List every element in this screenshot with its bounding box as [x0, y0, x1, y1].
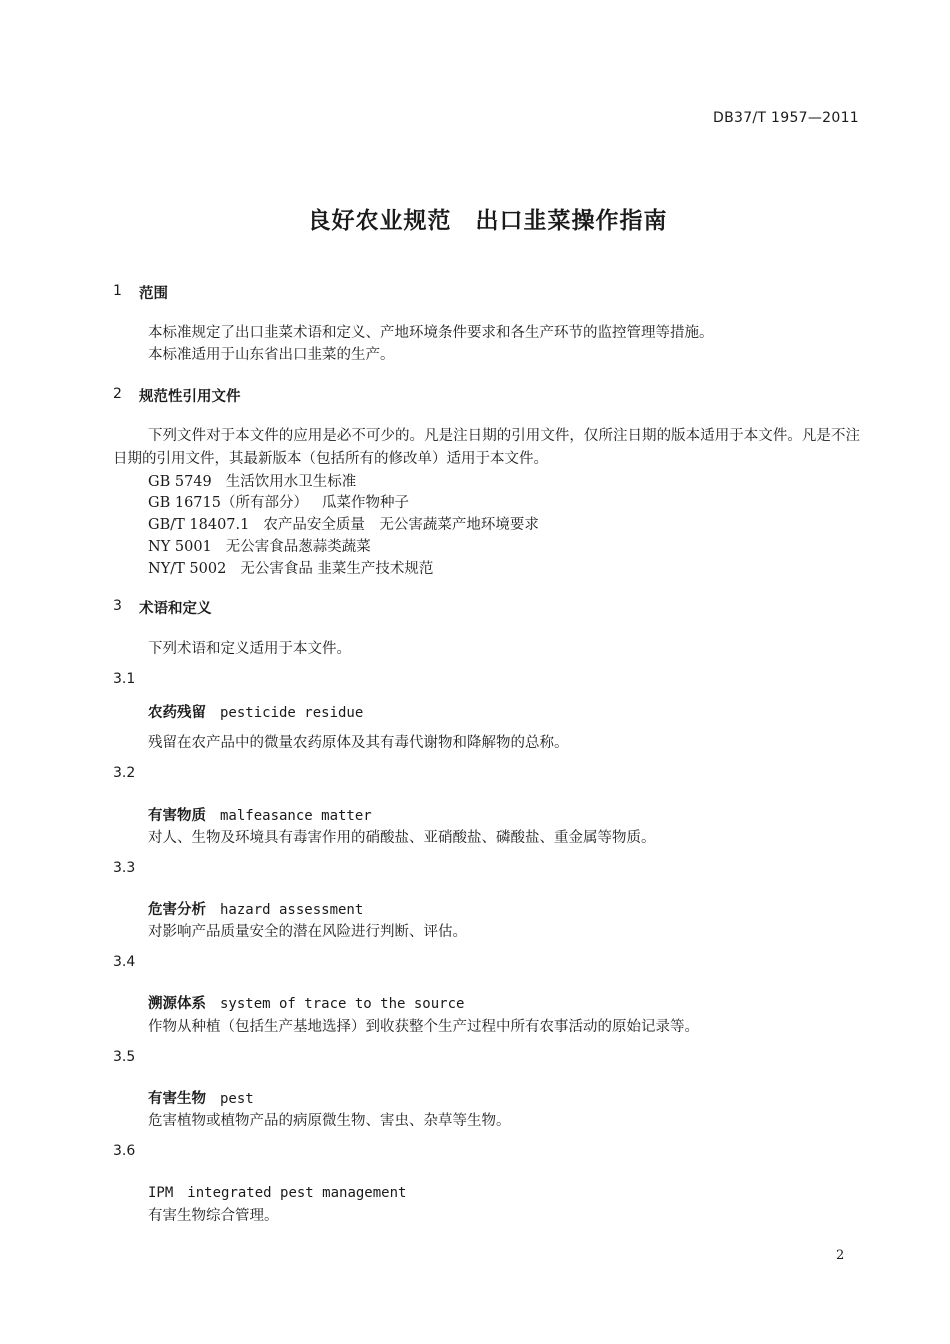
reference-title: 农产品安全质量 无公害蔬菜产地环境要求	[263, 517, 539, 533]
term-number: 3.2	[113, 765, 136, 781]
term-heading	[148, 899, 363, 921]
term-chinese: 农药残留	[148, 705, 206, 721]
document-title: 良好农业规范 出口韭菜操作指南	[307, 208, 668, 234]
term-heading	[148, 1088, 254, 1110]
reference-title: 瓜菜作物种子	[321, 495, 409, 511]
term-english: pesticide residue	[220, 705, 364, 721]
paragraph: 下列文件对于本文件的应用是必不可少的。凡是注日期的引用文件，仅所注日期的版本适用于本文件。凡是不注日期的引用文件，其最新版本（包括所有的修改单）适用于本文件。	[113, 428, 860, 467]
term-english: system of trace to the source	[220, 996, 465, 1012]
section-number: 3	[113, 598, 122, 614]
section-title: 范围	[139, 286, 168, 302]
section-number: 1	[113, 283, 122, 299]
term-heading	[148, 993, 464, 1015]
term-chinese: 溯源体系	[148, 996, 206, 1012]
term-number: 3.1	[113, 671, 136, 687]
reference-code: GB/T 18407.1	[148, 517, 250, 533]
reference-title: 无公害食品 韭菜生产技术规范	[240, 561, 434, 577]
term-heading	[148, 702, 363, 724]
term-definition: 危害植物或植物产品的病原微生物、害虫、杂草等生物。	[148, 1113, 511, 1129]
paragraph: 本标准规定了出口韭菜术语和定义、产地环境条件要求和各生产环节的监控管理等措施。	[148, 325, 714, 341]
reference-code: NY/T 5002	[148, 561, 227, 577]
reference-title: 无公害食品葱蒜类蔬菜	[225, 539, 371, 555]
reference-item	[148, 470, 356, 491]
paragraph: 下列术语和定义适用于本文件。	[148, 641, 351, 657]
reference-code: NY 5001	[148, 539, 212, 555]
term-english: hazard assessment	[220, 902, 364, 918]
reference-item	[148, 491, 409, 512]
term-chinese: IPM	[148, 1185, 174, 1201]
page-number: 2	[836, 1248, 845, 1263]
paragraph: 本标准适用于山东省出口韭菜的生产。	[148, 347, 395, 363]
reference-item	[148, 513, 539, 534]
term-chinese: 危害分析	[148, 902, 206, 918]
term-english: integrated pest management	[187, 1185, 407, 1201]
reference-item	[148, 557, 433, 578]
standard-code: DB37/T 1957—2011	[713, 110, 859, 126]
section-number: 2	[113, 386, 122, 402]
section-title: 术语和定义	[139, 601, 212, 617]
reference-item	[148, 535, 371, 556]
term-number: 3.3	[113, 860, 136, 876]
term-definition: 对人、生物及环境具有毒害作用的硝酸盐、亚硝酸盐、磷酸盐、重金属等物质。	[148, 830, 656, 846]
section-title: 规范性引用文件	[139, 389, 241, 405]
term-definition: 对影响产品质量安全的潜在风险进行判断、评估。	[148, 924, 467, 940]
term-english: malfeasance matter	[220, 808, 372, 824]
term-heading	[148, 1182, 406, 1204]
term-chinese: 有害物质	[148, 808, 206, 824]
term-definition: 作物从种植（包括生产基地选择）到收获整个生产过程中所有农事活动的原始记录等。	[148, 1019, 699, 1035]
reference-title: 生活饮用水卫生标准	[225, 474, 357, 490]
reference-code: GB 16715（所有部分）	[148, 495, 308, 511]
reference-code: GB 5749	[148, 474, 212, 490]
term-number: 3.4	[113, 954, 136, 970]
term-english: pest	[220, 1091, 254, 1107]
term-number: 3.5	[113, 1049, 136, 1065]
term-heading	[148, 805, 372, 827]
term-number: 3.6	[113, 1143, 136, 1159]
term-chinese: 有害生物	[148, 1091, 206, 1107]
term-definition: 残留在农产品中的微量农药原体及其有毒代谢物和降解物的总称。	[148, 735, 569, 751]
term-definition: 有害生物综合管理。	[148, 1208, 279, 1224]
